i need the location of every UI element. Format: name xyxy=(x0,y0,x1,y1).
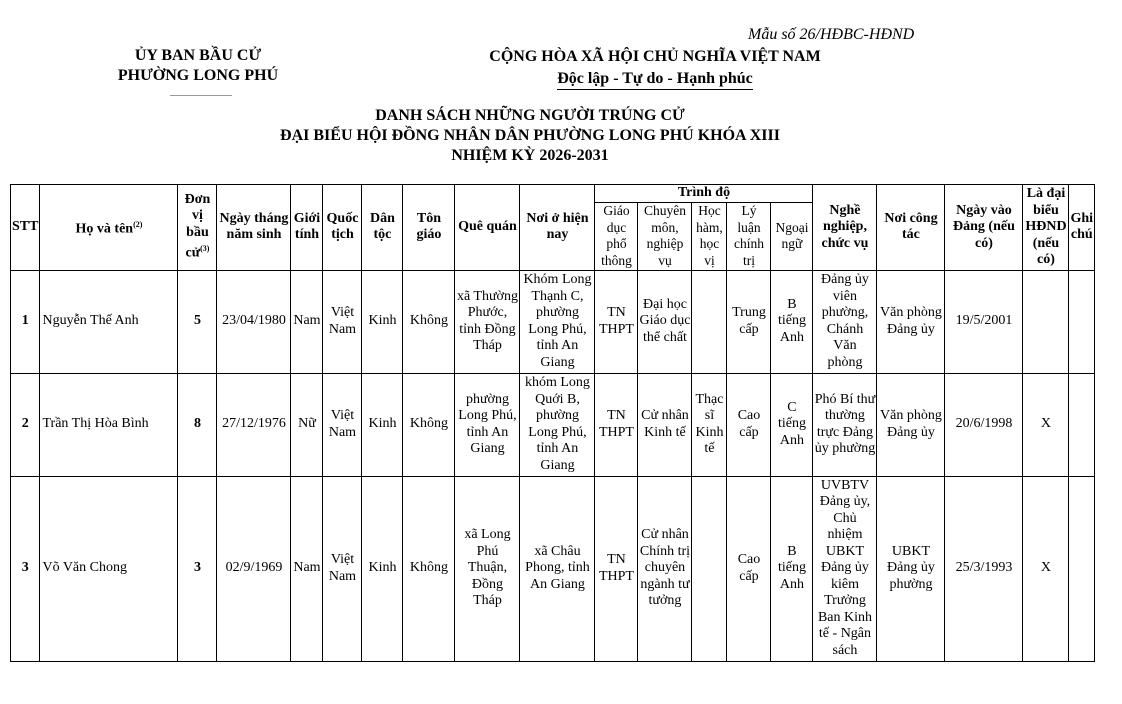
header-unit-note: (3) xyxy=(200,244,210,254)
header-stt: STT xyxy=(11,185,40,271)
header-residence: Nơi ở hiện nay xyxy=(520,185,595,271)
cell-degree: Thạc sĩ Kinh tế xyxy=(692,373,727,476)
header-occupation: Nghề nghiệp, chức vụ xyxy=(813,185,877,271)
cell-workplace: Văn phòng Đảng ủy xyxy=(877,373,945,476)
header-ethnicity: Dân tộc xyxy=(362,185,403,271)
cell-stt: 3 xyxy=(11,476,40,661)
cell-politics: Cao cấp xyxy=(727,476,771,661)
cell-religion: Không xyxy=(403,373,455,476)
cell-ethnicity: Kinh xyxy=(362,270,403,373)
cell-party-date: 20/6/1998 xyxy=(945,373,1023,476)
header-name-label: Họ và tên xyxy=(75,221,134,237)
header-is-delegate: Là đại biểu HĐND (nếu có) xyxy=(1023,185,1069,271)
cell-stt: 2 xyxy=(11,373,40,476)
cell-nationality: Việt Nam xyxy=(323,373,362,476)
form-number: Mẫu số 26/HĐBC-HĐND xyxy=(748,26,915,43)
cell-hometown: xã Thường Phước, tỉnh Đồng Tháp xyxy=(455,270,520,373)
cell-party-date: 19/5/2001 xyxy=(945,270,1023,373)
cell-hometown: xã Long Phú Thuận, Đồng Tháp xyxy=(455,476,520,661)
cell-dob: 02/9/1969 xyxy=(217,476,291,661)
issuer-line-1: ỦY BAN BẦU CỬ xyxy=(134,47,262,64)
header-specialty: Chuyên môn, nghiệp vụ xyxy=(638,202,692,270)
cell-unit: 3 xyxy=(178,476,217,661)
cell-language: B tiếng Anh xyxy=(771,476,813,661)
cell-degree xyxy=(692,270,727,373)
header-party-date: Ngày vào Đảng (nếu có) xyxy=(945,185,1023,271)
cell-language: B tiếng Anh xyxy=(771,270,813,373)
cell-specialty: Đại học Giáo dục thể chất xyxy=(638,270,692,373)
cell-note xyxy=(1069,476,1095,661)
table-row xyxy=(11,270,1095,373)
header-unit xyxy=(178,185,217,271)
cell-name: Nguyễn Thế Anh xyxy=(40,270,178,373)
cell-unit: 8 xyxy=(178,373,217,476)
title-line-3: NHIỆM KỲ 2026-2031 xyxy=(451,147,609,164)
cell-residence: Khóm Long Thạnh C, phường Long Phú, tỉnh An Giang xyxy=(520,270,595,373)
header-gender: Giới tính xyxy=(291,185,323,271)
document-title xyxy=(0,106,1060,166)
cell-is-delegate: X xyxy=(1023,476,1069,661)
header-general-edu: Giáo dục phổ thông xyxy=(595,202,638,270)
cell-language: C tiếng Anh xyxy=(771,373,813,476)
cell-workplace: UBKT Đảng ủy phường xyxy=(877,476,945,661)
header-degree: Học hàm, học vị xyxy=(692,202,727,270)
cell-note xyxy=(1069,373,1095,476)
table-row xyxy=(11,476,1095,661)
cell-occupation: UVBTV Đảng ủy, Chủ nhiệm UBKT Đảng ủy kiêm Trưởng Ban Kinh tế - Ngân sách xyxy=(813,476,877,661)
cell-ethnicity: Kinh xyxy=(362,373,403,476)
cell-religion: Không xyxy=(403,476,455,661)
header-name xyxy=(40,185,178,271)
header-nationality: Quốc tịch xyxy=(323,185,362,271)
cell-ethnicity: Kinh xyxy=(362,476,403,661)
header-language: Ngoại ngữ xyxy=(771,202,813,270)
cell-gender: Nam xyxy=(291,476,323,661)
cell-specialty: Cử nhân Chính trị chuyên ngành tư tưởng xyxy=(638,476,692,661)
cell-occupation: Đảng ủy viên phường, Chánh Văn phòng xyxy=(813,270,877,373)
title-line-2: ĐẠI BIỂU HỘI ĐỒNG NHÂN DÂN PHƯỜNG LONG PHÚ KHÓA XIII xyxy=(280,127,780,144)
table-row xyxy=(11,373,1095,476)
elected-list-table xyxy=(10,184,1095,662)
national-motto: Độc lập - Tự do - Hạnh phúc xyxy=(557,69,753,90)
cell-is-delegate: X xyxy=(1023,373,1069,476)
cell-gender: Nữ xyxy=(291,373,323,476)
cell-is-delegate xyxy=(1023,270,1069,373)
header-education: Trình độ xyxy=(595,185,813,203)
title-line-1: DANH SÁCH NHỮNG NGƯỜI TRÚNG CỬ xyxy=(375,107,685,124)
cell-hometown: phường Long Phú, tỉnh An Giang xyxy=(455,373,520,476)
cell-dob: 27/12/1976 xyxy=(217,373,291,476)
cell-general-edu: TN THPT xyxy=(595,476,638,661)
header-workplace: Nơi công tác xyxy=(877,185,945,271)
cell-name: Võ Văn Chong xyxy=(40,476,178,661)
issuer-line-2: PHƯỜNG LONG PHÚ xyxy=(117,67,279,84)
cell-note xyxy=(1069,270,1095,373)
cell-residence: khóm Long Quới B, phường Long Phú, tỉnh An Giang xyxy=(520,373,595,476)
cell-general-edu: TN THPT xyxy=(595,270,638,373)
cell-gender: Nam xyxy=(291,270,323,373)
cell-nationality: Việt Nam xyxy=(323,476,362,661)
cell-party-date: 25/3/1993 xyxy=(945,476,1023,661)
cell-politics: Cao cấp xyxy=(727,373,771,476)
cell-religion: Không xyxy=(403,270,455,373)
cell-specialty: Cử nhân Kinh tế xyxy=(638,373,692,476)
issuer-divider xyxy=(170,95,232,96)
issuer-heading xyxy=(108,46,288,86)
cell-degree xyxy=(692,476,727,661)
cell-workplace: Văn phòng Đảng ủy xyxy=(877,270,945,373)
cell-general-edu: TN THPT xyxy=(595,373,638,476)
cell-nationality: Việt Nam xyxy=(323,270,362,373)
cell-stt: 1 xyxy=(11,270,40,373)
header-dob: Ngày tháng năm sinh xyxy=(217,185,291,271)
cell-politics: Trung cấp xyxy=(727,270,771,373)
cell-residence: xã Châu Phong, tỉnh An Giang xyxy=(520,476,595,661)
national-heading xyxy=(460,46,850,90)
cell-unit: 5 xyxy=(178,270,217,373)
header-note: Ghi chú xyxy=(1069,185,1095,271)
cell-occupation: Phó Bí thư thường trực Đảng ủy phường xyxy=(813,373,877,476)
header-name-note: (2) xyxy=(133,219,143,229)
header-unit-label: Đơn vị bầu cử xyxy=(184,191,211,262)
header-politics: Lý luận chính trị xyxy=(727,202,771,270)
header-religion: Tôn giáo xyxy=(403,185,455,271)
cell-dob: 23/04/1980 xyxy=(217,270,291,373)
header-hometown: Quê quán xyxy=(455,185,520,271)
national-name: CỘNG HÒA XÃ HỘI CHỦ NGHĨA VIỆT NAM xyxy=(489,48,821,65)
cell-name: Trần Thị Hòa Bình xyxy=(40,373,178,476)
